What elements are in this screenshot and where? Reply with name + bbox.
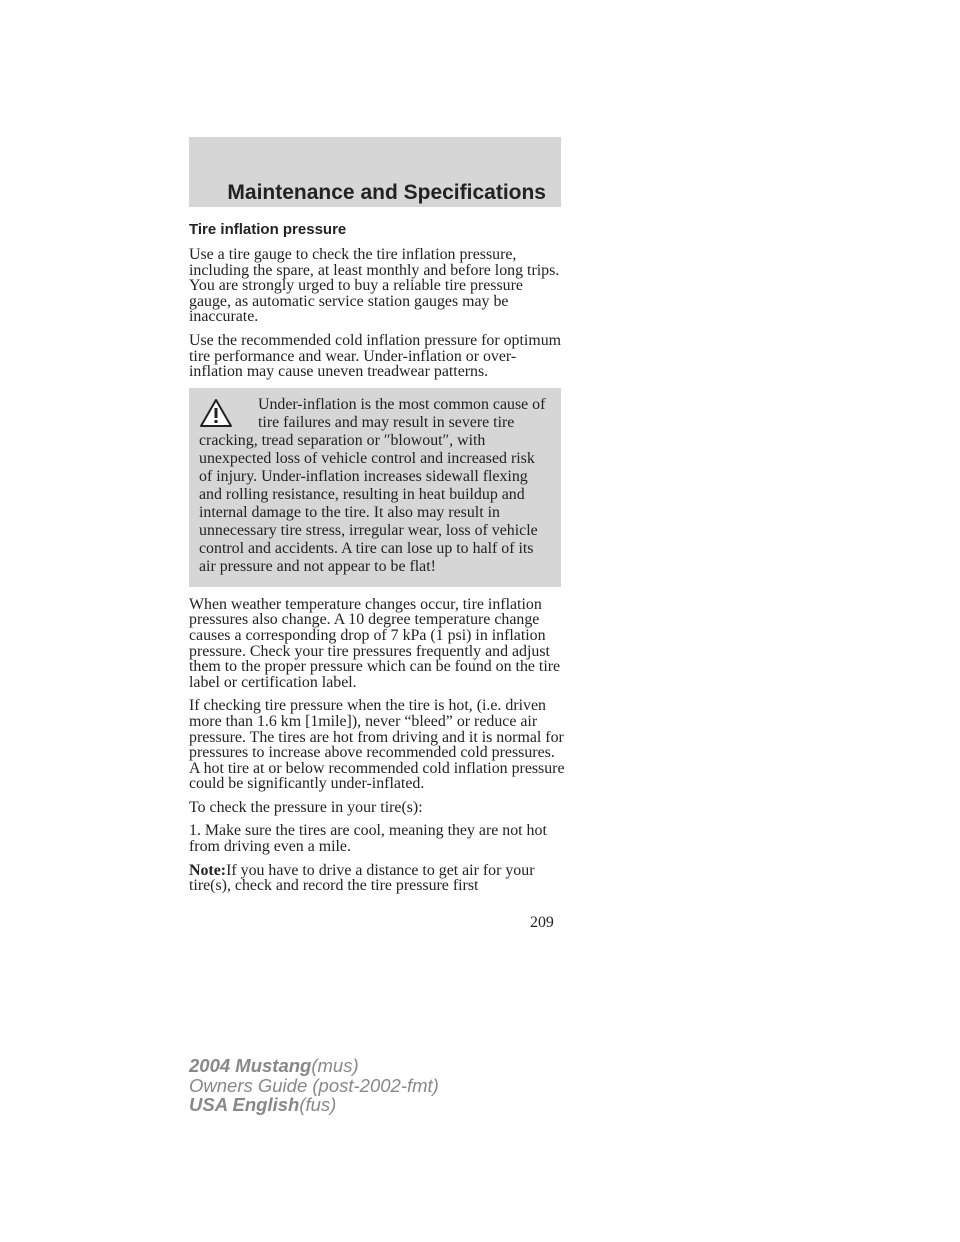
footer-model-code: (mus) <box>311 1055 359 1076</box>
page-content <box>189 221 567 902</box>
paragraph-cold-pressure: Use the recommended cold inflation pressure for optimum tire performance and wear. Under-inflation or over-inflation may cause uneven treadwear patterns. <box>189 331 562 381</box>
footer-language: USA English <box>189 1094 300 1115</box>
page-number: 209 <box>530 914 554 931</box>
note-label: Note: <box>189 861 227 879</box>
paragraph-gauge: Use a tire gauge to check the tire inflation pressure, including the spare, at least monthly and before long trips. You are strongly urged to buy a reliable tire pressure gauge, as automatic service station gauges may be inaccurate. <box>189 246 560 326</box>
warning-text: Under-inflation is the most common cause of tire failures and may result in severe tire cracking, tread separation or ″blowout″, with unexpected loss of vehicle control and increased risk of injury. Under-inflation increases sidewall flexing and rolling resistance, resulting in heat buildup and internal damage to the tire. It also may result in unnecessary tire stress, irregular wear, loss of vehicle control and accidents. A tire can lose up to half of its air pressure and not appear to be flat! <box>199 395 546 575</box>
paragraph-check-intro: To check the pressure in your tire(s): <box>189 798 423 816</box>
page-header <box>189 137 561 207</box>
paragraph-temperature: When weather temperature changes occur, tire inflation pressures also change. A 10 degree temperature change causes a corresponding drop of 7 kPa (1 psi) in inflation pressure. Check your tire pressures frequently and adjust them to the proper pressure which can be found on the tire label or certification label. <box>189 595 561 691</box>
paragraph-hot-tire: If checking tire pressure when the tire is hot, (i.e. driven more than 1.6 km [1mile]), never “bleed” or reduce air pressure. The tires are hot from driving and it is normal for pressures to increase above recommended cold pressures. A hot tire at or below recommended cold inflation pressure could be significantly under-inflated. <box>189 697 565 793</box>
footer-language-code: (fus) <box>299 1094 337 1115</box>
warning-box <box>189 388 561 587</box>
footer-line-1 <box>189 1056 439 1076</box>
section-heading: Tire inflation pressure <box>189 221 347 238</box>
footer-line-3 <box>189 1095 439 1115</box>
footer <box>189 1056 439 1115</box>
footer-line-2: Owners Guide (post-2002-fmt) <box>189 1074 439 1096</box>
section-title: Maintenance and Specifications <box>227 181 546 204</box>
warning-triangle-icon <box>199 396 258 432</box>
note-text: If you have to drive a distance to get air for your tire(s), check and record the tire pressure first <box>189 861 535 895</box>
footer-model: 2004 Mustang <box>189 1055 312 1076</box>
step-1: 1. Make sure the tires are cool, meaning they are not hot from driving even a mile. <box>189 822 547 856</box>
note <box>189 863 567 894</box>
